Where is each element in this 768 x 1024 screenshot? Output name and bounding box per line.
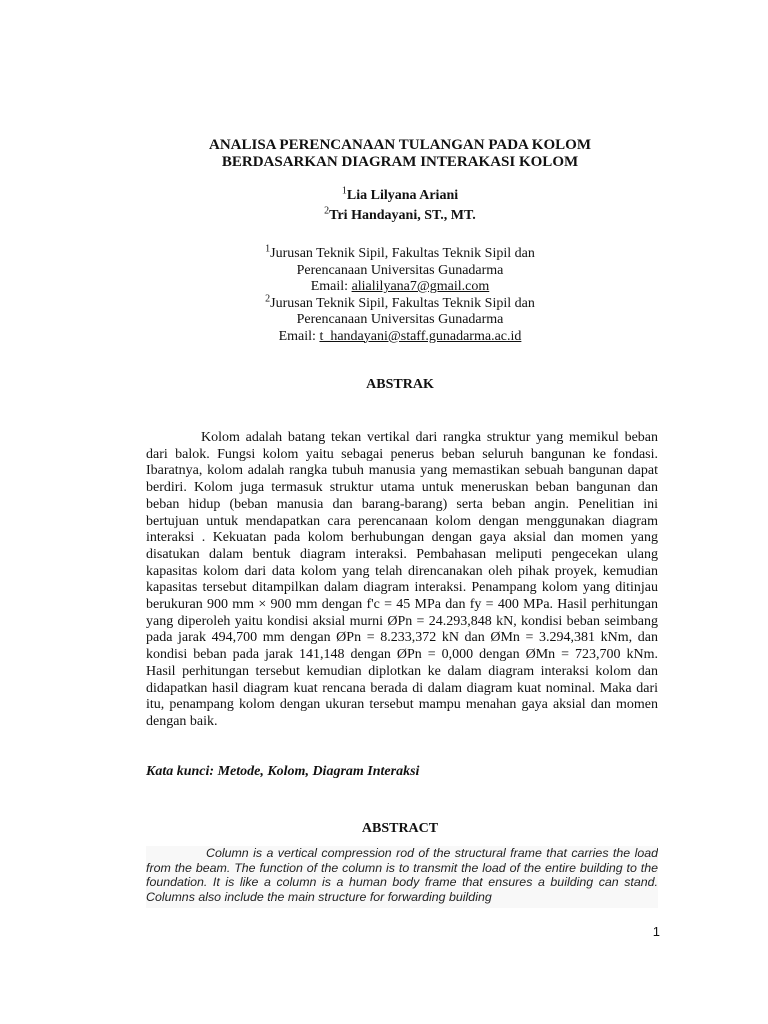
paper-title-line-2: BERDASARKAN DIAGRAM INTERAKASI KOLOM bbox=[221, 154, 579, 170]
author-1-superscript: 1 bbox=[341, 185, 347, 197]
affiliation-2-line-1 bbox=[195, 292, 605, 313]
author-list bbox=[240, 186, 560, 226]
affiliation-1-line-1 bbox=[195, 243, 605, 263]
paper-title-line-1: ANALISA PERENCANAAN TULANGAN PADA KOLOM bbox=[209, 137, 591, 153]
page-number: 1 bbox=[652, 924, 660, 939]
affiliation-1-email-link[interactable]: alialilyana7@gmail.com bbox=[351, 279, 490, 294]
author-1-name: Lia Lilyana Ariani bbox=[346, 188, 459, 203]
paper-title bbox=[130, 137, 670, 171]
affiliation-2-line-2: Perencanaan Universitas Gunadarma bbox=[296, 312, 504, 327]
affiliation-1-superscript: 1 bbox=[265, 243, 271, 255]
affiliation-1-email-row bbox=[195, 279, 605, 296]
affiliation-2-email-label: Email: bbox=[278, 328, 316, 344]
affiliation-1-email-label: Email: bbox=[310, 279, 349, 294]
author-2-name: Tri Handayani, ST., MT. bbox=[329, 208, 476, 223]
affiliation-2-superscript: 2 bbox=[265, 292, 271, 304]
affiliations bbox=[195, 243, 605, 345]
affiliation-2-email-link[interactable]: t_handayani@staff.gunadarma.ac.id bbox=[319, 328, 522, 344]
author-2 bbox=[240, 206, 560, 226]
affiliation-1-department: Jurusan Teknik Sipil, Fakultas Teknik Sipil dan bbox=[270, 246, 535, 261]
keywords: Kata kunci: Metode, Kolom, Diagram Interaksi bbox=[146, 764, 420, 779]
affiliation-2-department: Jurusan Teknik Sipil, Fakultas Teknik Sipil dan bbox=[270, 295, 535, 311]
abstrak-body: Kolom adalah batang tekan vertikal dari rangka struktur yang memikul beban dari balok. Fungsi kolom yaitu sebagai penerus beban seluruh bangunan ke fondasi. Ibaratnya, kolom adalah rangka tubuh manusia yang memastikan sebuah bangunan dapat berdiri. Kolom juga termasuk struktur utama untuk meneruskan beban bangunan dan beban hidup (beban manusia dan barang-barang) serta beban angin. Penelitian ini bertujuan untuk mendapatkan cara perencanaan kolom dengan menggunakan diagram interaksi . Kekuatan pada kolom berhubungan dengan gaya aksial dan momen yang disatukan dalam bentuk diagram interaksi. Pembahasan meliputi pengecekan ulang kapasitas kolom dari data kolom yang telah direncanakan oleh pihak proyek, kemudian kapasitas tersebut ditampilkan dalam diagram interaksi. Penampang kolom yang ditinjau berukuran 900 mm × 900 mm dengan f'c = 45 MPa dan fy = 400 MPa. Hasil perhitungan yang diperoleh yaitu kondisi aksial murni ØPn = 24.293,848 kN, kondisi beban seimbang pada jarak 494,700 mm dengan ØPn = 8.233,372 kN dan ØMn = 3.294,381 kNm, dan kondisi beban pada jarak 141,148 dengan ØPn = 0,000 dengan ØMn = 723,700 kNm. Hasil perhitungan tersebut kemudian diplotkan ke dalam diagram interaksi kolom dan didapatkan hasil diagram kuat rencana berada di dalam diagram kuat nominal. Maka dari itu, penampang kolom dengan ukuran tersebut mampu menahan gaya aksial dan momen dengan baik. bbox=[146, 430, 658, 729]
author-1 bbox=[240, 186, 560, 206]
author-2-superscript: 2 bbox=[324, 205, 330, 217]
abstract-body: Column is a vertical compression rod of the structural frame that carries the load from the beam. The function of the column is to transmit the load of the entire building to the foundation. It is like a column is a human body frame that ensures a building can stand. Columns also include the main structure for forwarding building bbox=[146, 846, 658, 904]
abstrak-heading: ABSTRAK bbox=[366, 377, 434, 392]
affiliation-2-email-row bbox=[195, 329, 605, 346]
affiliation-1-line-2: Perencanaan Universitas Gunadarma bbox=[296, 262, 504, 278]
abstract-heading: ABSTRACT bbox=[361, 821, 439, 836]
